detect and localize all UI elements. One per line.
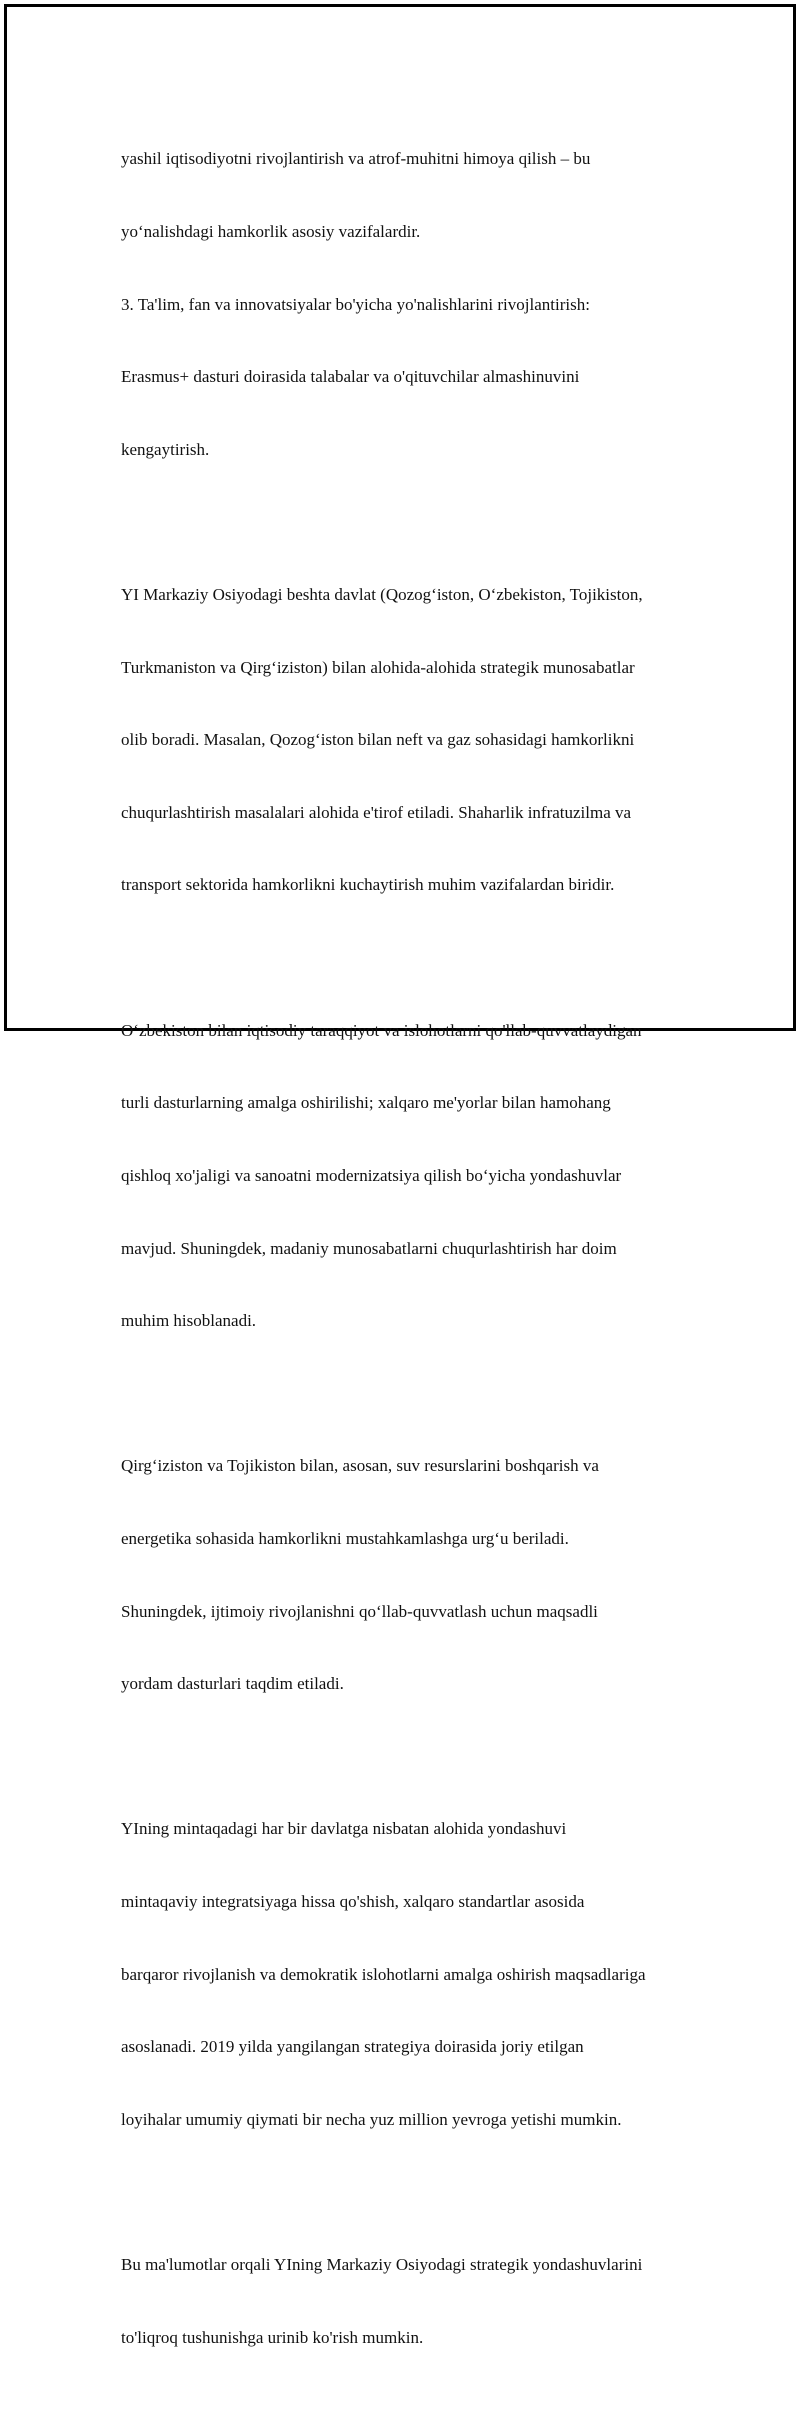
paragraph-kyrgyzstan-tajikistan <box>121 1406 711 1745</box>
text-line: Erasmus+ dasturi doirasida talabalar va o'qituvchilar almashinuvini <box>121 367 580 387</box>
text-line: yordam dasturlari taqdim etiladi. <box>121 1674 344 1694</box>
text-line: muhim hisoblanadi. <box>121 1311 257 1331</box>
text-line: turli dasturlarning amalga oshirilishi; xalqaro me'yorlar bilan hamohang <box>121 1093 611 1113</box>
text-line: yo‘nalishdagi hamkorlik asosiy vazifalardir. <box>121 222 421 242</box>
text-line: Turkmaniston va Qirg‘iziston) bilan alohida-alohida strategik munosabatlar <box>121 657 635 677</box>
text-line: mavjud. Shuningdek, madaniy munosabatlarni chuqurlashtirish har doim <box>121 1238 617 1258</box>
text-line: energetika sohasida hamkorlikni mustahkamlashga urg‘u beriladi. <box>121 1528 569 1548</box>
text-line: loyihalar umumiy qiymati bir necha yuz million yevroga yetishi mumkin. <box>121 2109 622 2129</box>
paragraph-eu-approach <box>121 1769 711 2180</box>
text-line: chuqurlashtirish masalalari alohida e'tirof etiladi. Shaharlik infratuzilma va <box>121 802 632 822</box>
page-frame <box>4 4 796 2347</box>
text-line: to'liqroq tushunishga urinib ko'rish mumkin. <box>121 2327 424 2347</box>
text-line: asoslanadi. 2019 yilda yangilangan strategiya doirasida joriy etilgan <box>121 2037 584 2057</box>
text-line: qishloq xo'jaligi va sanoatni modernizatsiya qilish bo‘yicha yondashuvlar <box>121 1165 622 1185</box>
document-body <box>121 99 711 2422</box>
paragraph-cooperation-priorities <box>121 99 711 510</box>
text-line: olib boradi. Masalan, Qozog‘iston bilan neft va gaz sohasidagi hamkorlikni <box>121 730 635 750</box>
text-line: Qirg‘iziston va Tojikiston bilan, asosan, suv resurslarini boshqarish va <box>121 1456 599 1476</box>
text-line: Bu ma'lumotlar orqali YIning Markaziy Osiyodagi strategik yondashuvlarini <box>121 2255 643 2274</box>
text-line: transport sektorida hamkorlikni kuchaytirish muhim vazifalardan biridir. <box>121 875 615 895</box>
paragraph-uzbekistan <box>121 970 711 1381</box>
text-line: kengaytirish. <box>121 439 210 459</box>
paragraph-five-states <box>121 535 711 946</box>
text-line: Shuningdek, ijtimoiy rivojlanishni qo‘llab-quvvatlash uchun maqsadli <box>121 1601 598 1621</box>
text-line: YIning mintaqadagi har bir davlatga nisbatan alohida yondashuvi <box>121 1819 567 1839</box>
paragraph-conclusion <box>121 2205 711 2399</box>
text-line: mintaqaviy integratsiyaga hissa qo'shish, xalqaro standartlar asosida <box>121 1891 585 1911</box>
text-line: 3. Ta'lim, fan va innovatsiyalar bo'yicha yo'nalishlarini rivojlantirish: <box>121 294 590 314</box>
text-line: YI Markaziy Osiyodagi beshta davlat (Qozog‘iston, O‘zbekiston, Tojikiston, <box>121 585 643 605</box>
text-line: barqaror rivojlanish va demokratik islohotlarni amalga oshirish maqsadlariga <box>121 1964 646 1984</box>
text-line: yashil iqtisodiyotni rivojlantirish va atrof-muhitni himoya qilish – bu <box>121 149 591 169</box>
text-line: O‘zbekiston bilan iqtisodiy taraqqiyot va islohotlarni qo'llab-quvvatlaydigan <box>121 1020 642 1040</box>
